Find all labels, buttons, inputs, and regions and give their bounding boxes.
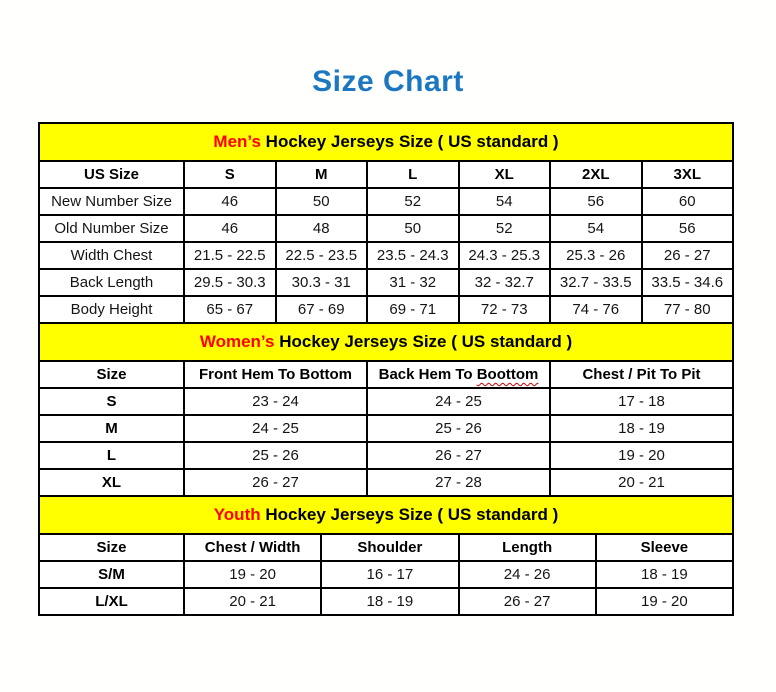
mens-banner-row bbox=[39, 123, 733, 161]
womens-col-header-back-hem bbox=[367, 361, 550, 388]
table-cell: 26 - 27 bbox=[184, 469, 367, 496]
table-cell: 67 - 69 bbox=[276, 296, 368, 323]
row-label: Width Chest bbox=[39, 242, 184, 269]
womens-section-banner bbox=[39, 323, 733, 361]
womens-banner-text: Hockey Jerseys Size ( US standard ) bbox=[274, 332, 573, 351]
row-label: M bbox=[39, 415, 184, 442]
youth-col-header-sleeve: Sleeve bbox=[596, 534, 733, 561]
table-cell: 60 bbox=[642, 188, 734, 215]
table-cell: 18 - 19 bbox=[321, 588, 458, 615]
womens-row-s bbox=[39, 388, 733, 415]
table-cell: 56 bbox=[642, 215, 734, 242]
mens-col-header-l: L bbox=[367, 161, 459, 188]
youth-col-header-size: Size bbox=[39, 534, 184, 561]
mens-col-header-2xl: 2XL bbox=[550, 161, 642, 188]
mens-col-header-m: M bbox=[276, 161, 368, 188]
table-cell: 23.5 - 24.3 bbox=[367, 242, 459, 269]
table-cell: 32 - 32.7 bbox=[459, 269, 551, 296]
mens-banner-text: Hockey Jerseys Size ( US standard ) bbox=[260, 132, 559, 151]
table-cell: 72 - 73 bbox=[459, 296, 551, 323]
womens-row-l bbox=[39, 442, 733, 469]
table-cell: 56 bbox=[550, 188, 642, 215]
row-label: XL bbox=[39, 469, 184, 496]
table-cell: 46 bbox=[184, 215, 276, 242]
table-cell: 19 - 20 bbox=[184, 561, 321, 588]
table-cell: 25.3 - 26 bbox=[550, 242, 642, 269]
mens-row-back-length bbox=[39, 269, 733, 296]
page-title: Size Chart bbox=[312, 65, 464, 98]
womens-banner-row bbox=[39, 323, 733, 361]
youth-header-row bbox=[39, 534, 733, 561]
table-cell: 26 - 27 bbox=[367, 442, 550, 469]
table-cell: 26 - 27 bbox=[459, 588, 596, 615]
table-cell: 22.5 - 23.5 bbox=[276, 242, 368, 269]
table-cell: 23 - 24 bbox=[184, 388, 367, 415]
womens-header-row bbox=[39, 361, 733, 388]
mens-header-row bbox=[39, 161, 733, 188]
womens-size-table bbox=[38, 322, 734, 497]
mens-col-header-us-size: US Size bbox=[39, 161, 184, 188]
table-cell: 32.7 - 33.5 bbox=[550, 269, 642, 296]
table-cell: 29.5 - 30.3 bbox=[184, 269, 276, 296]
table-cell: 18 - 19 bbox=[596, 561, 733, 588]
table-cell: 54 bbox=[550, 215, 642, 242]
back-hem-prefix: Back Hem To bbox=[378, 366, 477, 383]
youth-col-header-chest-width: Chest / Width bbox=[184, 534, 321, 561]
table-cell: 77 - 80 bbox=[642, 296, 734, 323]
youth-banner-text: Hockey Jerseys Size ( US standard ) bbox=[260, 505, 559, 524]
womens-banner-accent: Women’s bbox=[199, 332, 275, 351]
row-label: L bbox=[39, 442, 184, 469]
row-label: Old Number Size bbox=[39, 215, 184, 242]
table-cell: 27 - 28 bbox=[367, 469, 550, 496]
mens-row-body-height bbox=[39, 296, 733, 323]
mens-row-new-number-size bbox=[39, 188, 733, 215]
mens-col-header-xl: XL bbox=[459, 161, 551, 188]
back-hem-misspelled-word: Boottom bbox=[476, 366, 539, 383]
youth-banner-row bbox=[39, 496, 733, 534]
table-cell: 24 - 26 bbox=[459, 561, 596, 588]
youth-section-banner bbox=[39, 496, 733, 534]
row-label: New Number Size bbox=[39, 188, 184, 215]
row-label: Back Length bbox=[39, 269, 184, 296]
row-label: Body Height bbox=[39, 296, 184, 323]
mens-col-header-3xl: 3XL bbox=[642, 161, 734, 188]
table-cell: 25 - 26 bbox=[367, 415, 550, 442]
table-cell: 50 bbox=[367, 215, 459, 242]
row-label: S/M bbox=[39, 561, 184, 588]
table-cell: 46 bbox=[184, 188, 276, 215]
mens-col-header-s: S bbox=[184, 161, 276, 188]
womens-col-header-size: Size bbox=[39, 361, 184, 388]
mens-row-width-chest bbox=[39, 242, 733, 269]
table-cell: 31 - 32 bbox=[367, 269, 459, 296]
womens-row-xl bbox=[39, 469, 733, 496]
table-cell: 26 - 27 bbox=[642, 242, 734, 269]
womens-col-header-chest: Chest / Pit To Pit bbox=[550, 361, 733, 388]
womens-row-m bbox=[39, 415, 733, 442]
youth-row-sm bbox=[39, 561, 733, 588]
table-cell: 24 - 25 bbox=[367, 388, 550, 415]
table-cell: 21.5 - 22.5 bbox=[184, 242, 276, 269]
table-cell: 19 - 20 bbox=[596, 588, 733, 615]
table-cell: 16 - 17 bbox=[321, 561, 458, 588]
youth-col-header-length: Length bbox=[459, 534, 596, 561]
table-cell: 65 - 67 bbox=[184, 296, 276, 323]
table-cell: 25 - 26 bbox=[184, 442, 367, 469]
mens-section-banner bbox=[39, 123, 733, 161]
mens-size-table bbox=[38, 122, 734, 324]
womens-col-header-front-hem: Front Hem To Bottom bbox=[184, 361, 367, 388]
mens-row-old-number-size bbox=[39, 215, 733, 242]
table-cell: 54 bbox=[459, 188, 551, 215]
table-cell: 74 - 76 bbox=[550, 296, 642, 323]
table-cell: 17 - 18 bbox=[550, 388, 733, 415]
youth-col-header-shoulder: Shoulder bbox=[321, 534, 458, 561]
table-cell: 24.3 - 25.3 bbox=[459, 242, 551, 269]
table-cell: 33.5 - 34.6 bbox=[642, 269, 734, 296]
table-cell: 20 - 21 bbox=[550, 469, 733, 496]
youth-size-table bbox=[38, 495, 734, 616]
table-cell: 18 - 19 bbox=[550, 415, 733, 442]
row-label: L/XL bbox=[39, 588, 184, 615]
table-cell: 30.3 - 31 bbox=[276, 269, 368, 296]
youth-row-lxl bbox=[39, 588, 733, 615]
mens-banner-accent: Men’s bbox=[213, 132, 261, 151]
row-label: S bbox=[39, 388, 184, 415]
table-cell: 52 bbox=[367, 188, 459, 215]
table-cell: 19 - 20 bbox=[550, 442, 733, 469]
table-cell: 52 bbox=[459, 215, 551, 242]
table-cell: 24 - 25 bbox=[184, 415, 367, 442]
table-cell: 48 bbox=[276, 215, 368, 242]
table-cell: 20 - 21 bbox=[184, 588, 321, 615]
table-cell: 50 bbox=[276, 188, 368, 215]
table-cell: 69 - 71 bbox=[367, 296, 459, 323]
youth-banner-accent: Youth bbox=[213, 505, 261, 524]
